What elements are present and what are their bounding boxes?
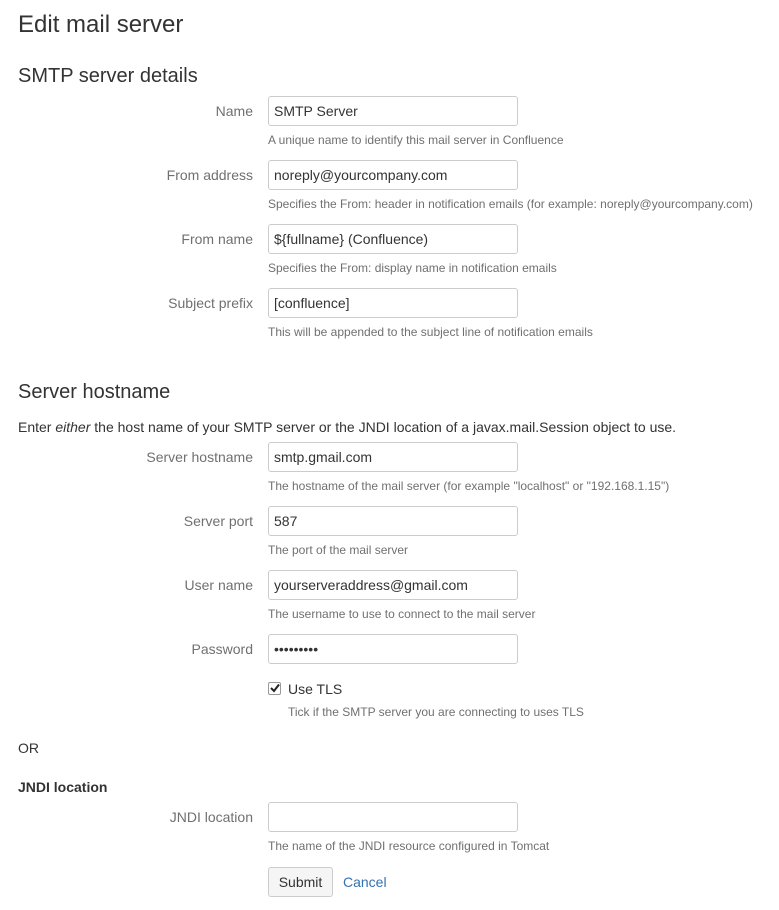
name-description: A unique name to identify this mail server in Confluence (268, 133, 564, 147)
server-hostname-label: Server hostname (146, 449, 253, 465)
server-hostname-description: The hostname of the mail server (for example "localhost" or "192.168.1.15") (268, 479, 670, 493)
subject-prefix-description: This will be appended to the subject line of notification emails (268, 325, 593, 339)
intro-emphasis: either (55, 419, 91, 435)
from-address-field[interactable] (268, 160, 518, 190)
submit-button[interactable]: Submit (268, 867, 333, 897)
from-address-label: From address (166, 167, 253, 183)
user-name-field[interactable] (268, 570, 518, 600)
use-tls-description: Tick if the SMTP server you are connecting to uses TLS (288, 705, 584, 719)
jndi-location-field[interactable] (268, 802, 518, 832)
server-port-label: Server port (183, 513, 253, 529)
from-name-label: From name (181, 231, 253, 247)
name-field[interactable] (268, 96, 518, 126)
jndi-location-description: The name of the JNDI resource configured in Tomcat (268, 839, 550, 853)
hostname-intro (18, 418, 676, 436)
use-tls-label[interactable]: Use TLS (288, 681, 343, 697)
page-title: Edit mail server (18, 11, 184, 38)
hostname-section-heading: Server hostname (18, 381, 171, 403)
checkmark-icon (270, 683, 280, 693)
subject-prefix-label: Subject prefix (168, 295, 253, 311)
from-name-field[interactable] (268, 224, 518, 254)
intro-text-after: the host name of your SMTP server or the JNDI location of a javax.mail.Session object to use. (90, 419, 677, 435)
smtp-section-heading: SMTP server details (18, 65, 198, 87)
subject-prefix-field[interactable] (268, 288, 518, 318)
cancel-link[interactable]: Cancel (343, 874, 387, 890)
intro-text-before: Enter (18, 419, 56, 435)
use-tls-checkbox[interactable] (268, 682, 281, 695)
user-name-label: User name (184, 577, 253, 593)
from-address-description: Specifies the From: header in notification emails (for example: noreply@yourcompany.com) (268, 197, 753, 211)
password-field[interactable] (268, 634, 518, 664)
password-label: Password (191, 641, 253, 657)
name-label: Name (215, 103, 253, 119)
server-port-field[interactable] (268, 506, 518, 536)
from-name-description: Specifies the From: display name in notification emails (268, 261, 557, 275)
jndi-location-label: JNDI location (169, 809, 253, 825)
jndi-section-heading: JNDI location (18, 779, 108, 795)
or-separator: OR (18, 740, 39, 756)
server-hostname-field[interactable] (268, 442, 518, 472)
server-port-description: The port of the mail server (268, 543, 409, 557)
user-name-description: The username to use to connect to the mail server (268, 607, 536, 621)
